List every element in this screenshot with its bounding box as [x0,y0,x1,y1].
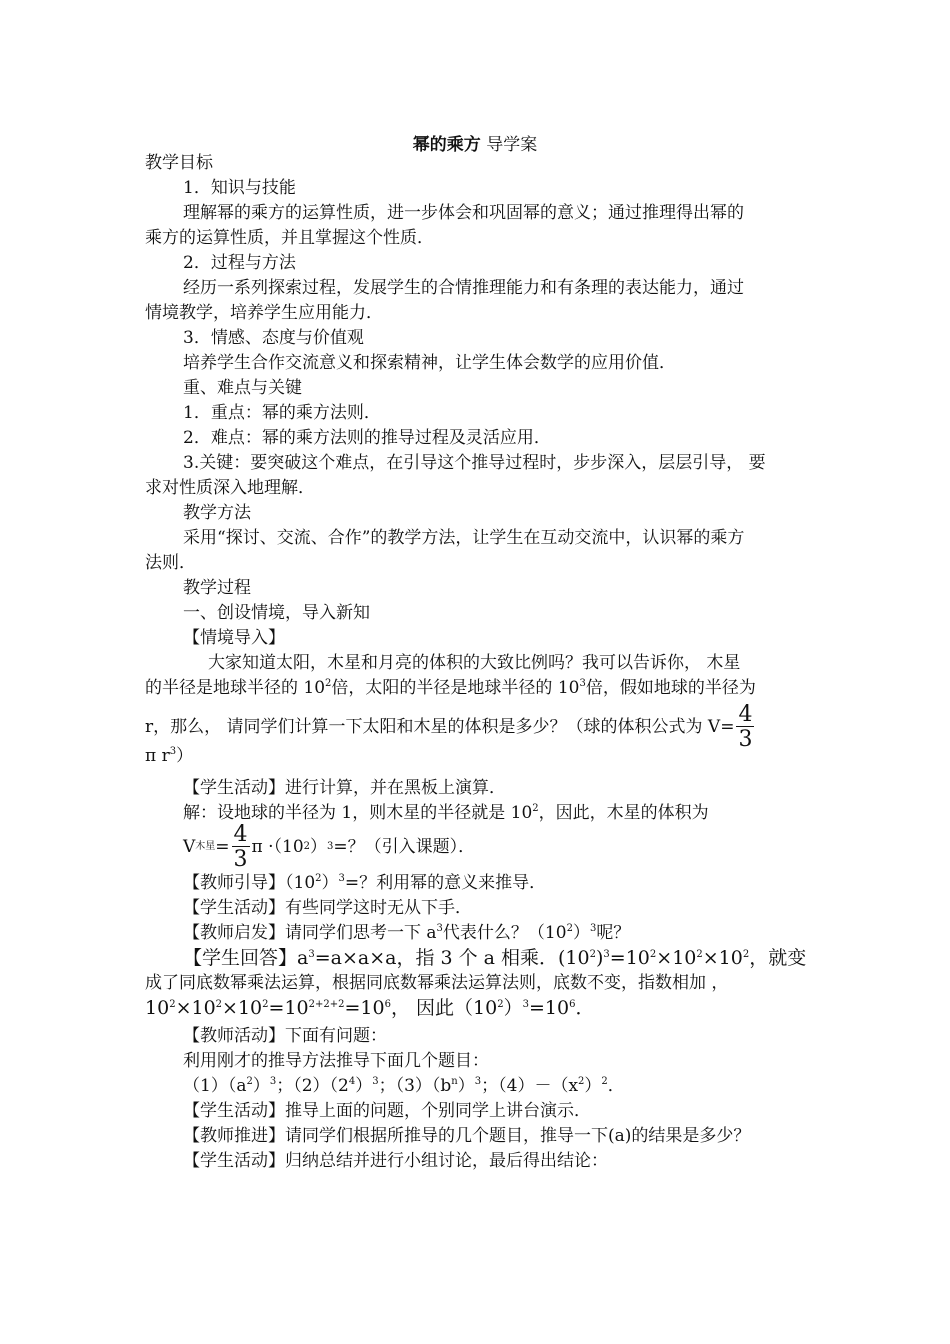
process-method-line-1: 经历一系列探索过程，发展学生的合情推理能力和有条理的表达能力，通过 [183,278,744,298]
student-activity-4: 【学生活动】归纳总结并进行小组讨论，最后得出结论： [183,1151,608,1171]
solution-line-1: 解：设地球的半径为 1，则木星的半径就是 $10^2$，因此，木星的体积为 [183,803,709,823]
teacher-activity: 【教师活动】下面有问题： [183,1026,387,1046]
section-1-title: 一、创设情境，导入新知 [183,603,370,623]
keys-heading: 重、难点与关键 [183,378,302,398]
method-line-1: 采用“探讨、交流、合作”的教学方法，让学生在互动交流中，认识幂的乘方 [183,528,745,548]
problem-list: $(1)(a^2)^3$；$(2)(2^4)^3$；$(3)(b^n)^3$；$(4)-(x^2)^2$． [183,1076,625,1096]
page-title [0,130,950,155]
derivation-instruction: 利用刚才的推导方法推导下面几个题目： [183,1051,489,1071]
scene-line-1: 大家知道太阳，木星和月亮的体积的大致比例吗？我可以告诉你， 木星 [208,653,741,673]
title-main: 幂的乘方 [412,135,481,155]
knowledge-line-1: 理解幂的乘方的运算性质，进一步体会和巩固幂的意义；通过推理得出幂的 [183,203,744,223]
process-method-title: 2．过程与方法 [183,253,296,273]
scene-line-4: π $r^3$） [145,746,194,766]
student-answer-line-3: $10^2\times 10^2\times 10^2=10^{2+2+2}=10^6$， 因此$(10^2)^3=10^6$． [145,997,595,1019]
process-heading: 教学过程 [183,578,251,598]
teacher-guide: 【教师引导】$(10^2)^3=$？利用幂的意义来推导． [183,873,547,893]
student-activity-3: 【学生活动】推导上面的问题，个别同学上讲台演示． [183,1101,591,1121]
scene-tag: 【情境导入】 [183,628,285,648]
scene-line-3: r，那么， 请同学们计算一下太阳和木星的体积是多少？（球的体积公式为 V= $\frac{4}{3}$ [145,701,753,752]
method-line-2: 法则． [145,553,196,573]
knowledge-line-2: 乘方的运算性质，并且掌握这个性质． [145,228,434,248]
process-method-line-2: 情境教学，培养学生应用能力． [145,303,383,323]
method-heading: 教学方法 [183,503,251,523]
goals-heading: 教学目标 [145,153,213,173]
key-point-2: 2．难点：幂的乘方法则的推导过程及灵活应用． [183,428,551,448]
student-activity-2: 【学生活动】有些同学这时无从下手． [183,898,472,918]
key-point-3-cont: 求对性质深入地理解． [145,478,315,498]
student-answer-line-1: 【学生回答】$a^3=a\times a\times a$，指 3 个 a 相乘．$(10^2)^3=10^2\times 10^2\times 10^2$，就变 [183,947,807,969]
scene-line-2: 的半径是地球半径的 $10^2$倍，太阳的半径是地球半径的 $10^3$倍，假如地球的半径为 [145,678,756,698]
emotion-line-1: 培养学生合作交流意义和探索精神，让学生体会数学的应用价值． [183,353,676,373]
fraction-four-thirds: $\frac{4}{3}$ [738,701,753,752]
student-answer-line-2: 成了同底数幂乘法运算，根据同底数幂乘法运算法则，底数不变，指数相加 ， [145,973,729,993]
solution-line-2: V 木星 = $\frac{4}{3}$ π ·（10 2 ） 3 =？（引入课题）． [183,821,476,872]
emotion-title: 3．情感、态度与价值观 [183,328,364,348]
fraction-four-thirds-2: $\frac{4}{3}$ [233,821,248,872]
knowledge-title: 1．知识与技能 [183,178,296,198]
teacher-inspire: 【教师启发】请同学们思考一下 $a^3$代表什么？$(10^2)^3$呢？ [183,923,631,943]
key-point-1: 1．重点：幂的乘方法则． [183,403,381,423]
teacher-advance: 【教师推进】请同学们根据所推导的几个题目，推导一下(a)的结果是多少？ [183,1126,751,1146]
key-point-3: 3.关键：要突破这个难点，在引导这个推导过程时，步步深入，层层引导， 要 [183,453,766,473]
title-sub: 导学案 [486,135,538,155]
student-activity-1: 【学生活动】进行计算，并在黑板上演算． [183,778,506,798]
